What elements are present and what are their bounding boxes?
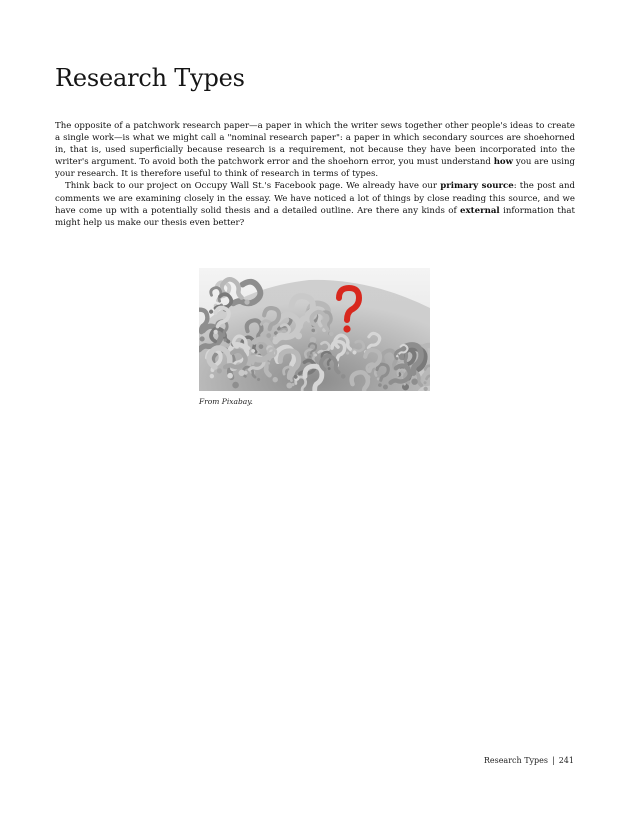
paragraph-1-text-a: The opposite of a patchwork research paper—a paper in which the writer sews together other people's ideas to create a single work—is what we might call a "nominal research paper": a paper in which secondary sources are shoehorned in, that is, used superficially because research is a requirement, not because they have been incorporated into the writer's argument. To avoid both the patchwork error and the shoehorn error, you must understand	[55, 121, 575, 168]
figure	[199, 268, 430, 406]
figure-caption: From Pixabay.	[199, 397, 253, 406]
paragraph-2-bold-external: external	[460, 205, 500, 216]
question-marks-image	[199, 268, 430, 391]
footer-page-number: 241	[558, 756, 574, 765]
paragraph-1	[55, 120, 575, 180]
page-footer	[484, 756, 574, 765]
paragraph-2-bold-primary-source: primary source	[440, 181, 514, 192]
paragraph-2-text-b: : the post and comments we are examining closely in the essay. We have noticed a lot of things by close reading this source, and we have come up with a potentially solid thesis and a detailed outline. Are there any kinds of	[55, 181, 575, 216]
footer-section-title: Research Types	[483, 756, 549, 765]
paragraph-1-bold-how: how	[493, 157, 514, 168]
paragraph-2-text-a: Think back to our project on Occupy Wall St.'s Facebook page. We already have our	[65, 181, 441, 192]
page-title: Research Types	[55, 64, 245, 92]
paragraph-2	[55, 180, 575, 228]
body-text	[55, 120, 575, 229]
paragraph-2-text-c: information that might help us make our thesis even better?	[55, 205, 575, 228]
paragraph-1-text-b: you are using your research. It is therefore useful to think of research in terms of types.	[55, 157, 575, 180]
footer-separator: |	[552, 756, 555, 765]
